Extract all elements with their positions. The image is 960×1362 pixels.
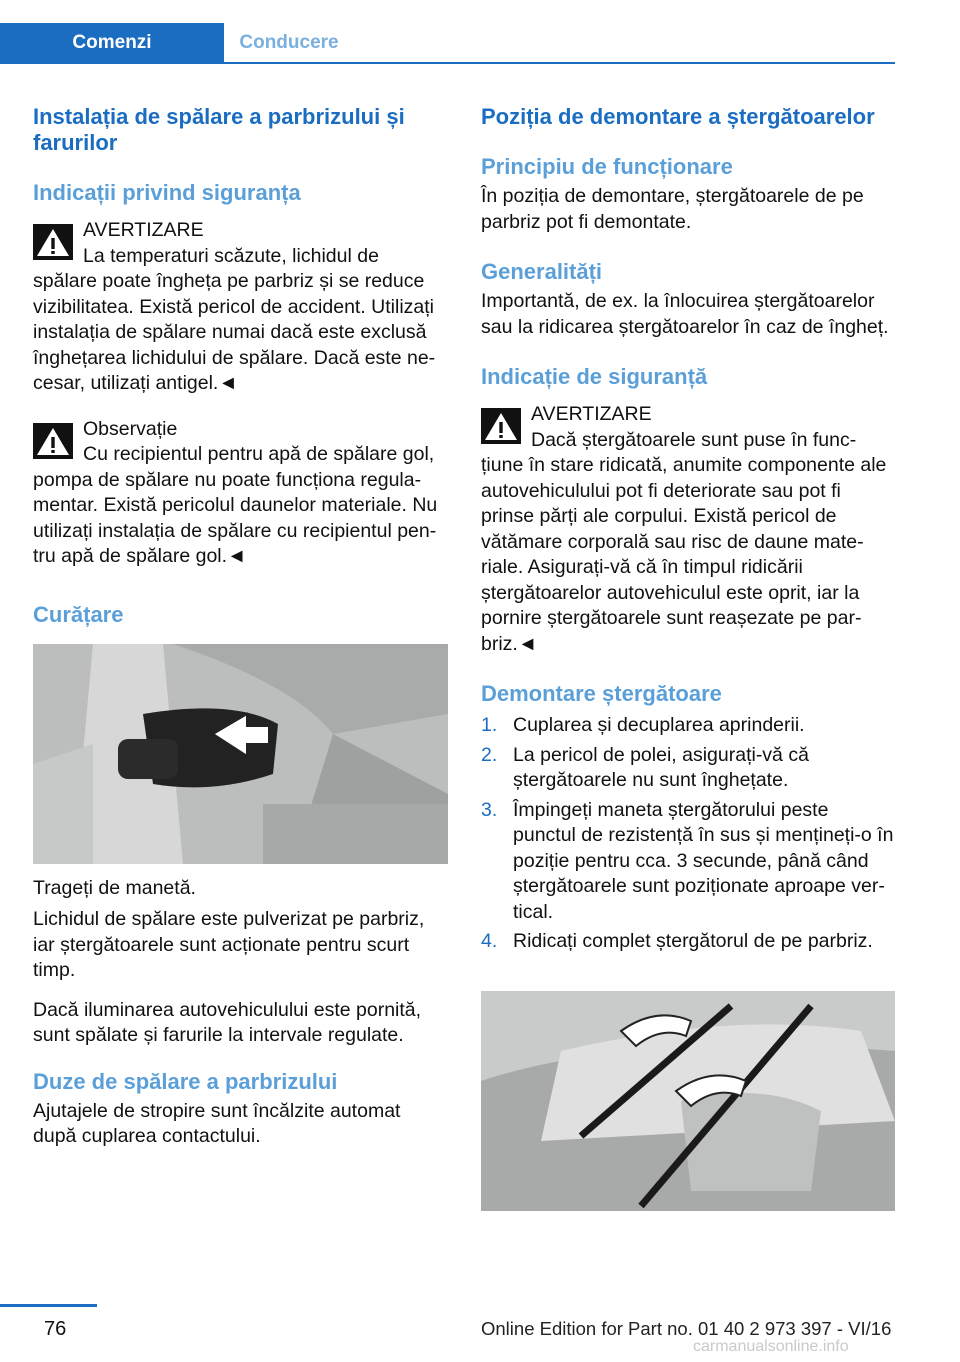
left-column — [33, 104, 448, 1150]
edition-text: Online Edition for Part no. 01 40 2 973 397 - VI/16 — [481, 1318, 892, 1339]
watermark-text: carmanualsonline.info — [693, 1338, 849, 1355]
raised-wipers-illustration — [481, 991, 895, 1211]
heading-principle: Principiu de funcționare — [481, 154, 733, 179]
right-column — [481, 104, 896, 955]
warning-text-antifreeze: La temperaturi scăzute, lichidul de spălare poate îngheța pe parbriz și se reduce vizibilitatea. Există pericol de accident. Utilizați instalația de spălare numai dacă este exclusă înghețarea lichidului de spălare. Dacă este ne-cesar, utilizați antigel.◄ — [33, 244, 436, 394]
heading-safety-notes: Indicații privind siguranța — [33, 180, 301, 205]
header-tabs — [0, 23, 895, 64]
warning-label: AVERTIZARE — [531, 403, 652, 425]
section-title-wiper-removal: Poziția de demontare a ștergătoarelor — [481, 104, 875, 129]
warning-triangle-icon — [33, 423, 73, 459]
text-cleaning-action: Lichidul de spălare este pulverizat pe parbriz, iar ștergătoarele sunt acționate pentru scurt timp. — [33, 908, 425, 981]
heading-safety-note: Indicație de siguranță — [481, 364, 708, 389]
instruction-pull-lever: Trageți de manetă. — [33, 876, 196, 899]
warning-label: AVERTIZARE — [83, 219, 204, 241]
page-number: 76 — [44, 1318, 67, 1340]
text-principle: În poziția de demontare, ștergătoarele de pe parbriz pot fi demontate. — [481, 185, 864, 233]
heading-cleaning: Curățare — [33, 601, 124, 627]
tab-comenzi[interactable]: Comenzi — [0, 23, 224, 62]
wiper-lever-photo — [33, 644, 448, 864]
warning-block-antifreeze — [33, 218, 448, 397]
wiper-lever-illustration — [33, 644, 448, 864]
note-text-empty-tank: Cu recipientul pentru apă de spălare gol, pompa de spălare nu poate funcționa regula-mentar. Există pericolul daunelor materiale. Nu utilizați instalația de spălare cu recipientul pen-tru apă de spălare gol.◄ — [33, 443, 438, 567]
steps-list — [481, 713, 896, 955]
list-item: 1. Cuplarea și decuplarea aprinderii. — [481, 714, 805, 736]
footer-rule — [0, 1304, 97, 1307]
heading-washer-nozzles: Duze de spălare a parbrizului — [33, 1068, 338, 1094]
heading-general: Generalități — [481, 259, 603, 284]
warning-triangle-icon — [481, 408, 521, 444]
note-block-empty-tank — [33, 417, 448, 570]
tab-conducere[interactable]: Conducere — [239, 32, 339, 53]
text-washer-nozzles: Ajutajele de stropire sunt încălzite automat după cuplarea contactului. — [33, 1099, 401, 1147]
text-headlight-cleaning: Dacă iluminarea autovehiculului este pornită, sunt spălate și farurile la intervale regulate. — [33, 998, 422, 1046]
list-item: 3. Împingeți maneta ștergătorului peste punctul de rezistență în sus și mențineți-o în poziție pentru cca. 3 secunde, până când ștergătoarele sunt poziționate aproape ver-tical. — [481, 798, 894, 923]
list-item: 2. La pericol de polei, asigurați-vă că ștergătoarele nu sunt înghețate. — [481, 743, 809, 791]
section-title-washer: Instalația de spălare a parbrizului și farurilor — [33, 104, 405, 155]
text-general: Importantă, de ex. la înlocuirea ștergătoarelor sau la ridicarea ștergătoarelor în caz de îngheț. — [481, 290, 889, 338]
warning-block-raised-wipers — [481, 402, 896, 657]
raised-wipers-photo — [481, 991, 895, 1211]
list-item: 4. Ridicați complet ștergătorul de pe parbriz. — [481, 930, 873, 952]
warning-text-raised-wipers: Dacă ștergătoarele sunt puse în func-țiune în stare ridicată, anumite componente ale autovehiculului pot fi deteriorate sau pot fi prinse părți ale corpului. Există pericol de vătămare corporală sau risc de daune mate-riale. Asigurați-vă că în timpul ridicării ștergătoarelor autovehiculul este oprit, iar la pornire ștergătoarele sunt reașezate pe par-briz.◄ — [481, 428, 887, 655]
heading-wiper-removal: Demontare ștergătoare — [481, 681, 722, 706]
note-label: Observație — [83, 417, 178, 440]
warning-triangle-icon — [33, 224, 73, 260]
